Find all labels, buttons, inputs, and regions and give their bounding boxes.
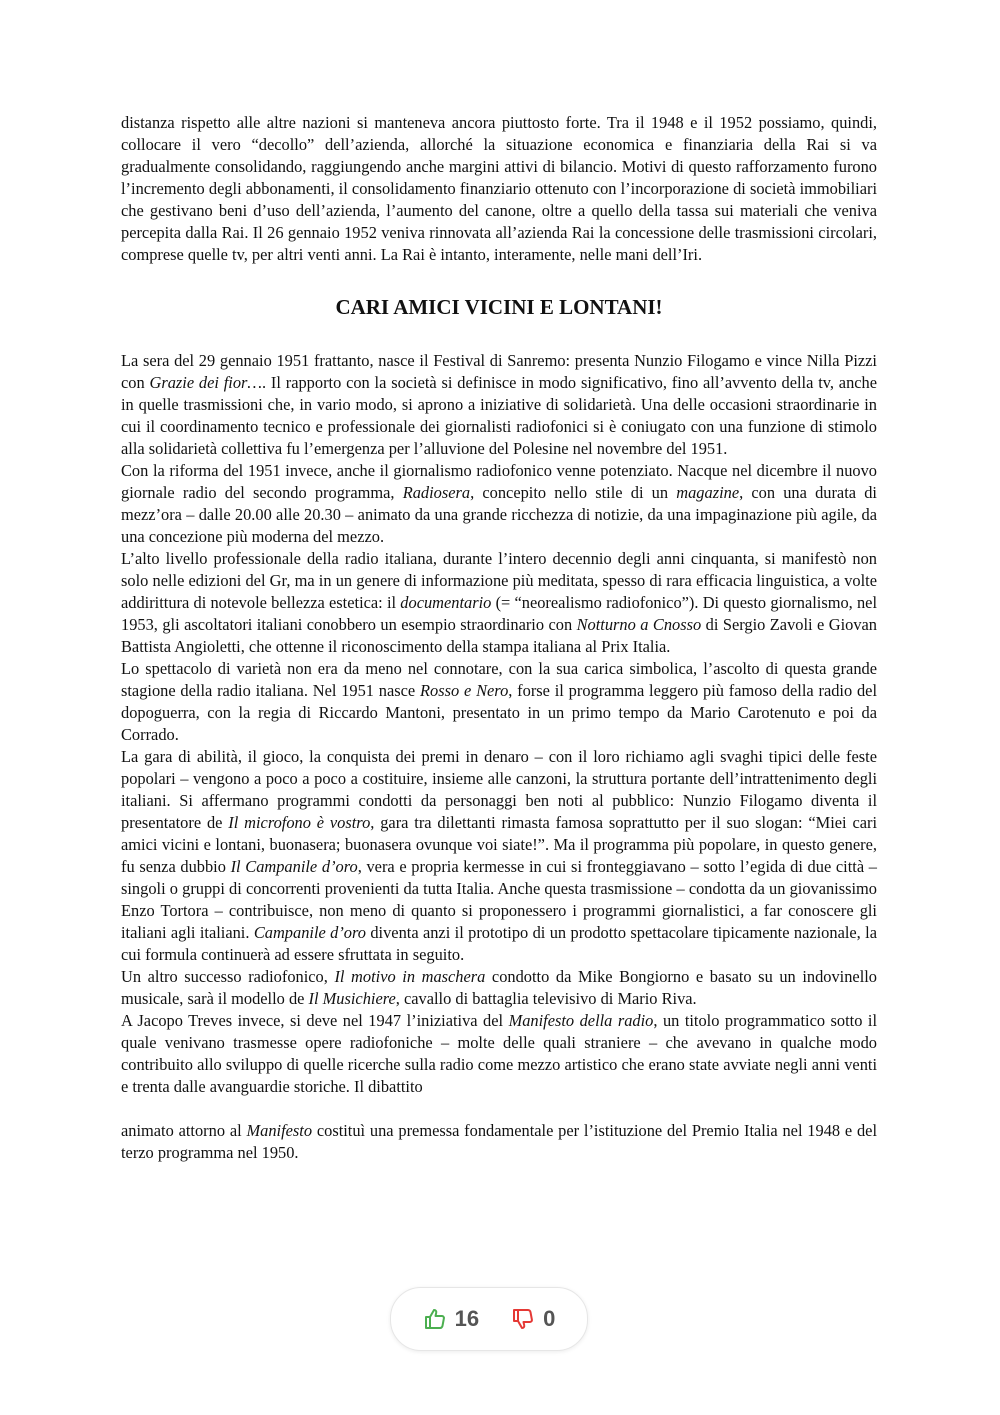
- paragraph-motivo-maschera: Un altro successo radiofonico, Il motivo in maschera condotto da Mike Bongiorno e basato su un indovinello musicale, sarà il modello de Il Musichiere, cavallo di battaglia televisivo di Mario Riva.: [121, 967, 877, 1008]
- like-count: 16: [454, 1306, 480, 1331]
- like-button[interactable]: [423, 1306, 479, 1332]
- dislike-button[interactable]: [511, 1306, 555, 1332]
- paragraph-documentario: L’alto livello professionale della radio italiana, durante l’intero decennio degli anni cinquanta, si manifestò non solo nelle edizioni del Gr, ma in un genere di informazione più meditata, spesso di rara efficacia linguistica, a volte addirittura di notevole bellezza estetica: il documentario (= “neorealismo radiofonico”). Di questo giornalismo, nel 1953, gli ascoltatori italiani conobbero un esempio straordinario con Notturno a Cnosso di Sergio Zavoli e Giovan Battista Angioletti, che ottenne il riconoscimento della stampa italiana al Prix Italia.: [121, 549, 878, 656]
- dislike-count: 0: [543, 1306, 556, 1331]
- vote-bar: [390, 1287, 588, 1351]
- thumbs-down-icon: [511, 1307, 535, 1331]
- intro-paragraph: distanza rispetto alle altre nazioni si manteneva ancora piuttosto forte. Tra il 1948 e il 1952 possiamo, quindi, collocare il vero “decollo” dell’azienda, allorché la situazione economica e finanziaria della Rai si va gradualmente consolidando, raggiungendo anche margini attivi di bilancio. Motivi di questo rafforzamento furono l’incremento degli abbonamenti, il consolidamento finanziario ottenuto con l’incorporazione di società immobiliari che gestivano beni d’uso dell’azienda, l’aumento del canone, oltre a quello della tassa sui materiali che veniva percepita dalla Rai. Il 26 gennaio 1952 veniva rinnovata all’azienda Rai la concessione delle trasmissioni circolari, comprese quelle tv, per altri venti anni. La Rai è intanto, interamente, nelle mani dell’Iri.: [121, 113, 877, 264]
- thumbs-up-icon: [423, 1307, 447, 1331]
- section-heading: CARI AMICI VICINI E LONTANI!: [335, 295, 663, 319]
- paragraph-premio-italia: animato attorno al Manifesto costituì una premessa fondamentale per l’istituzione del Premio Italia nel 1948 e del terzo programma nel 1950.: [121, 1121, 877, 1162]
- page-break-gap: [121, 1098, 877, 1120]
- paragraph-manifesto: A Jacopo Treves invece, si deve nel 1947 l’iniziativa del Manifesto della radio, un titolo programmatico sotto il quale venivano trasmesse opere radiofoniche – molte delle quali straniere – che avevano in qualche modo contribuito allo sviluppo di quelle ricerche sulla radio come mezzo artistico che erano state avviate negli anni venti e trenta dalle avanguardie storiche. Il dibattito: [121, 1011, 877, 1096]
- paragraph-gara: La gara di abilità, il gioco, la conquista dei premi in denaro – con il loro richiamo agli svaghi tipici delle feste popolari – vengono a poco a poco a costituire, insieme alle canzoni, la struttura portante dell’intrattenimento degli italiani. Si affermano programmi condotti da personaggi ben noti al pubblico: Nunzio Filogamo diventa il presentatore de Il microfono è vostro, gara tra dilettanti rimasta famosa soprattutto per il suo slogan: “Miei cari amici vicini e lontani, buonasera; buonasera ovunque voi siate!”. Ma il programma più popolare, in questo genere, fu senza dubbio Il Campanile d’oro, vera e propria kermesse in cui si fronteggiavano – sotto l’egida di due città – singoli o gruppi di concorrenti provenienti da tutta Italia. Anche questa trasmissione – condotta da un giovanissimo Enzo Tortora – contribuisce, non meno di quanto si proponessero i programmi giornalistici, a far conoscere gli italiani agli italiani. Campanile d’oro diventa anzi il prototipo di un prodotto spettacolare tipicamente nazionale, la cui formula continuerà ad essere sfruttata in seguito.: [121, 747, 878, 964]
- paragraph-varieta: Lo spettacolo di varietà non era da meno nel connotare, con la sua carica simbolica, l’ascolto di questa grande stagione della radio italiana. Nel 1951 nasce Rosso e Nero, forse il programma leggero più famoso della radio del dopoguerra, con la regia di Riccardo Mantoni, presentato in un primo tempo da Mario Carotenuto e poi da Corrado.: [121, 659, 877, 744]
- document-page: [121, 112, 877, 1164]
- paragraph-sanremo: La sera del 29 gennaio 1951 frattanto, nasce il Festival di Sanremo: presenta Nunzio Filogamo e vince Nilla Pizzi con Grazie dei fior…. Il rapporto con la società si definisce in modo significativo, fino all’avvento della tv, anche in quelle trasmissioni che, in vario modo, si aprono a iniziative di solidarietà. Una delle occasioni straordinarie in cui il coordinamento tecnico e professionale dei giornalisti radiofonici si è coniugato con una funzione di stimolo alla solidarietà collettiva fu l’emergenza per l’alluvione del Polesine nel novembre del 1951.: [121, 351, 878, 458]
- paragraph-radiosera: Con la riforma del 1951 invece, anche il giornalismo radiofonico venne potenziato. Nacque nel dicembre il nuovo giornale radio del secondo programma, Radiosera, concepito nello stile di un magazine, con una durata di mezz’ora – dalle 20.00 alle 20.30 – animato da una grande ricchezza di notizie, da una impaginazione più agile, da una concezione più moderna del mezzo.: [121, 461, 877, 546]
